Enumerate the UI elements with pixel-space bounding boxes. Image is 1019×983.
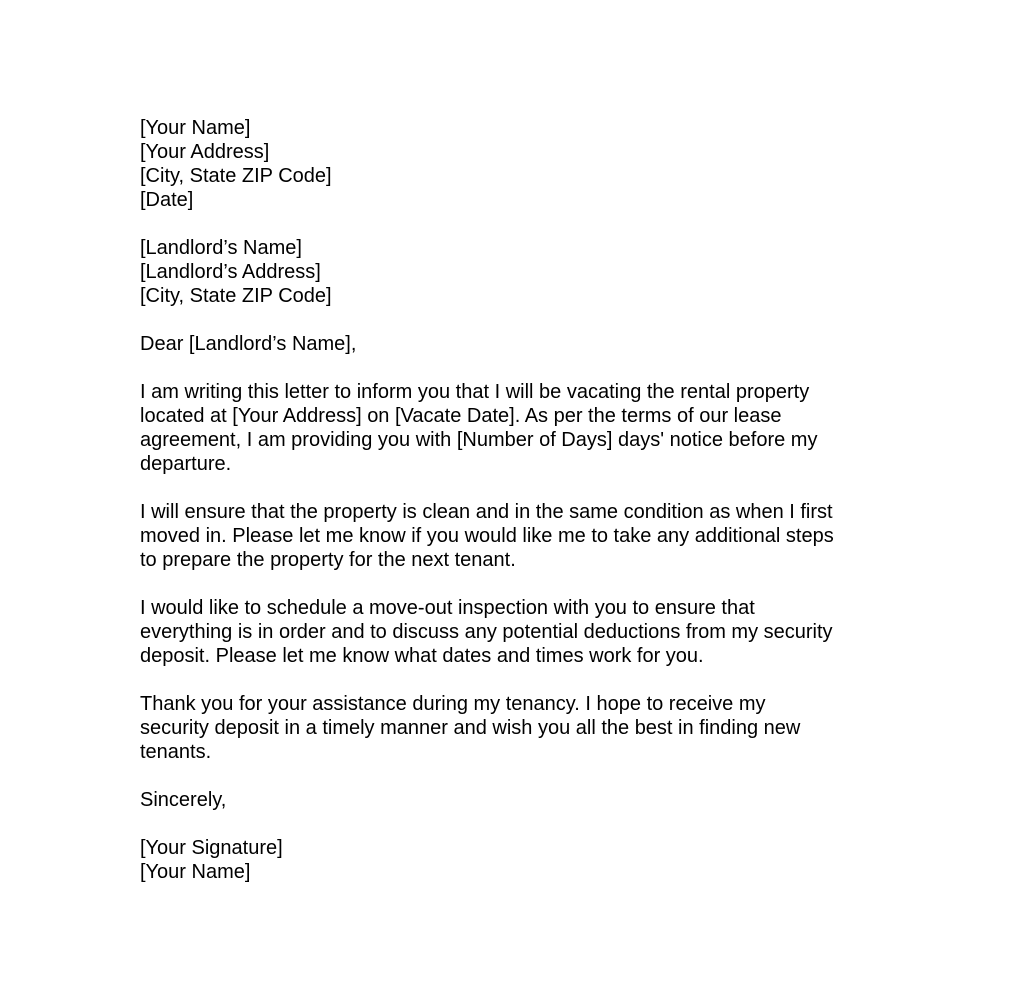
letter-date: [Date]: [140, 189, 194, 211]
paragraph-line: Thank you for your assistance during my tenancy. I hope to receive my: [140, 693, 766, 715]
sender-name: [Your Name]: [140, 117, 251, 139]
salutation: [140, 332, 880, 356]
signature-name: [Your Name]: [140, 861, 251, 883]
sender-address: [Your Address]: [140, 141, 270, 163]
paragraph-line: agreement, I am providing you with [Number of Days] days' notice before my: [140, 429, 818, 451]
body-paragraph-1: [140, 380, 880, 476]
paragraph-line: located at [Your Address] on [Vacate Date]. As per the terms of our lease: [140, 405, 782, 427]
paragraph-line: security deposit in a timely manner and wish you all the best in finding new: [140, 717, 801, 739]
salutation-text: Dear [Landlord’s Name],: [140, 333, 357, 355]
recipient-name: [Landlord’s Name]: [140, 237, 302, 259]
sender-block: [140, 116, 880, 212]
recipient-block: [140, 236, 880, 308]
paragraph-line: everything is in order and to discuss any potential deductions from my security: [140, 621, 833, 643]
paragraph-line: I am writing this letter to inform you that I will be vacating the rental property: [140, 381, 810, 403]
recipient-city-state-zip: [City, State ZIP Code]: [140, 285, 332, 307]
letter: [140, 116, 880, 884]
paragraph-line: deposit. Please let me know what dates and times work for you.: [140, 645, 704, 667]
paragraph-line: tenants.: [140, 741, 212, 763]
paragraph-line: to prepare the property for the next tenant.: [140, 549, 516, 571]
closing: [140, 788, 880, 812]
paragraph-line: I will ensure that the property is clean and in the same condition as when I first: [140, 501, 833, 523]
sender-city-state-zip: [City, State ZIP Code]: [140, 165, 332, 187]
body-paragraph-4: [140, 692, 880, 764]
paragraph-line: I would like to schedule a move-out inspection with you to ensure that: [140, 597, 755, 619]
signature-placeholder: [Your Signature]: [140, 837, 283, 859]
paragraph-line: departure.: [140, 453, 232, 475]
recipient-address: [Landlord’s Address]: [140, 261, 321, 283]
body-paragraph-2: [140, 500, 880, 572]
closing-text: Sincerely,: [140, 789, 227, 811]
signature-block: [140, 836, 880, 884]
paragraph-line: moved in. Please let me know if you would like me to take any additional steps: [140, 525, 834, 547]
body-paragraph-3: [140, 596, 880, 668]
